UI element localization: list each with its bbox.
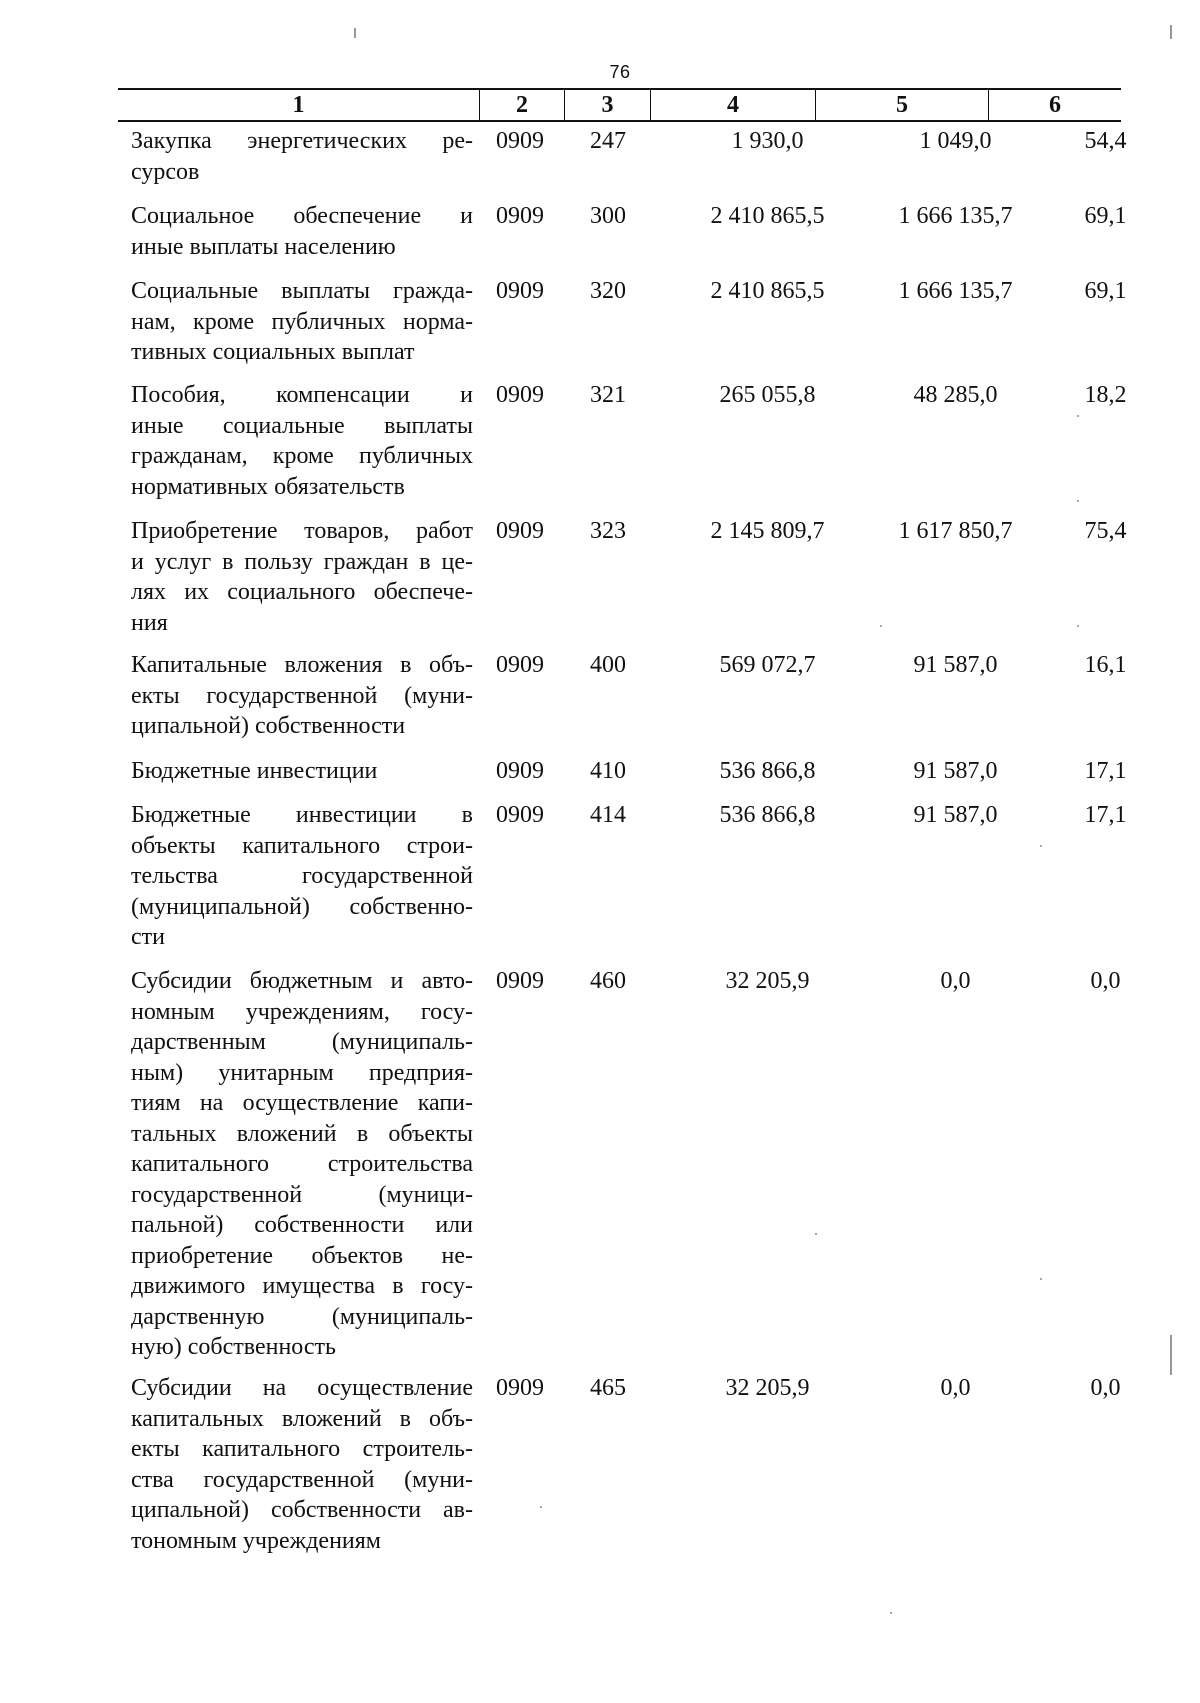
row-subcode: 465 <box>590 1375 626 1401</box>
row-percent: 75,4 <box>1084 518 1127 544</box>
description-line: движимого имущества в госу- <box>131 1273 473 1299</box>
row-description <box>131 650 473 742</box>
row-subcode: 414 <box>590 802 626 828</box>
row-code: 0909 <box>496 278 544 304</box>
scan-speck <box>540 1506 542 1508</box>
scan-speck <box>1077 500 1079 502</box>
row-subcode: 410 <box>590 758 626 784</box>
row-planned-amount: 2 410 865,5 <box>710 278 825 304</box>
header-col-6: 6 <box>988 90 1121 120</box>
description-line: государственной (муници- <box>131 1181 473 1208</box>
row-code: 0909 <box>496 518 544 544</box>
row-actual-amount: 1 617 850,7 <box>898 518 1013 544</box>
row-percent: 18,2 <box>1084 382 1127 408</box>
table-body <box>118 0 1127 1703</box>
description-line: Капитальные вложения в объ- <box>131 652 473 678</box>
description-line: сурсов <box>131 158 200 185</box>
row-description <box>131 276 473 368</box>
description-line: иные социальные выплаты <box>131 412 473 439</box>
scan-edge-mark <box>1170 1335 1172 1375</box>
description-line: Закупка энергетических ре- <box>131 128 473 154</box>
scan-edge-mark <box>354 28 356 38</box>
scan-edge-mark <box>1170 25 1172 39</box>
scan-speck <box>1077 415 1079 417</box>
description-line: тономным учреждениям <box>131 1527 381 1554</box>
description-line: приобретение объектов не- <box>131 1242 473 1269</box>
description-line: номным учреждениям, госу- <box>131 998 473 1025</box>
row-code: 0909 <box>496 758 544 784</box>
row-subcode: 323 <box>590 518 626 544</box>
row-percent: 69,1 <box>1084 278 1127 304</box>
description-line: Социальные выплаты гражда- <box>131 278 473 304</box>
description-line: Социальное обеспечение и <box>131 203 473 229</box>
row-description <box>131 966 473 1363</box>
row-subcode: 460 <box>590 968 626 994</box>
description-line: екты капитального строитель- <box>131 1436 473 1462</box>
description-line: Субсидии на осуществление <box>131 1375 473 1401</box>
row-description <box>131 380 473 502</box>
scan-speck <box>1040 845 1042 847</box>
row-code: 0909 <box>496 652 544 678</box>
row-code: 0909 <box>496 382 544 408</box>
row-code: 0909 <box>496 203 544 229</box>
scan-speck <box>1077 625 1079 627</box>
header-col-4: 4 <box>650 90 815 120</box>
row-description <box>131 126 473 187</box>
row-percent: 17,1 <box>1084 758 1127 784</box>
description-line: пальной) собственности или <box>131 1212 473 1238</box>
row-planned-amount: 32 205,9 <box>725 1375 810 1401</box>
row-subcode: 400 <box>590 652 626 678</box>
row-subcode: 300 <box>590 203 626 229</box>
scan-speck <box>815 1233 817 1235</box>
row-percent: 16,1 <box>1084 652 1127 678</box>
row-code: 0909 <box>496 802 544 828</box>
description-line: тальных вложений в объекты <box>131 1120 473 1147</box>
row-description <box>131 1373 473 1556</box>
row-code: 0909 <box>496 128 544 154</box>
row-planned-amount: 536 866,8 <box>719 802 816 828</box>
description-line: ную) собственность <box>131 1334 336 1360</box>
row-planned-amount: 569 072,7 <box>719 652 816 678</box>
description-line: Бюджетные инвестиции в <box>131 802 473 828</box>
row-planned-amount: 265 055,8 <box>719 382 816 408</box>
row-percent: 0,0 <box>1090 1375 1121 1401</box>
scan-speck <box>890 1612 892 1614</box>
row-actual-amount: 0,0 <box>940 1375 971 1401</box>
description-line: тивных социальных выплат <box>131 339 415 365</box>
description-line: капитальных вложений в объ- <box>131 1405 473 1432</box>
description-line: ния <box>131 609 168 636</box>
description-line: нам, кроме публичных норма- <box>131 308 473 335</box>
description-line: капитального строительства <box>131 1151 473 1177</box>
row-code: 0909 <box>496 968 544 994</box>
row-actual-amount: 91 587,0 <box>913 652 998 678</box>
row-planned-amount: 1 930,0 <box>731 128 804 154</box>
description-line: ципальной) собственности <box>131 713 406 739</box>
description-line: и услуг в пользу граждан в це- <box>131 548 473 575</box>
description-line: екты государственной (муни- <box>131 682 473 709</box>
row-description <box>131 800 473 953</box>
row-planned-amount: 536 866,8 <box>719 758 816 784</box>
row-actual-amount: 0,0 <box>940 968 971 994</box>
description-line: ципальной) собственности ав- <box>131 1497 473 1523</box>
header-col-5: 5 <box>815 90 988 120</box>
row-percent: 17,1 <box>1084 802 1127 828</box>
row-percent: 54,4 <box>1084 128 1127 154</box>
description-line: иные выплаты населению <box>131 233 396 260</box>
description-line: Пособия, компенсации и <box>131 382 473 408</box>
description-line: тельства государственной <box>131 863 473 889</box>
description-line: сти <box>131 924 165 950</box>
row-description <box>131 516 473 638</box>
description-line: Субсидии бюджетным и авто- <box>131 968 473 994</box>
description-line: (муниципальной) собственно- <box>131 893 473 920</box>
row-subcode: 320 <box>590 278 626 304</box>
row-description <box>131 201 473 262</box>
description-line: ным) унитарным предприя- <box>131 1059 473 1086</box>
description-line: гражданам, кроме публичных <box>131 443 473 469</box>
description-line: лях их социального обеспече- <box>131 579 473 605</box>
header-col-2: 2 <box>479 90 564 120</box>
row-percent: 0,0 <box>1090 968 1121 994</box>
row-actual-amount: 1 666 135,7 <box>898 278 1013 304</box>
description-line: Бюджетные инвестиции <box>131 758 378 784</box>
row-description <box>131 756 473 787</box>
description-line: дарственную (муниципаль- <box>131 1303 473 1330</box>
description-line: дарственным (муниципаль- <box>131 1029 473 1055</box>
description-line: Приобретение товаров, работ <box>131 518 473 544</box>
row-actual-amount: 91 587,0 <box>913 758 998 784</box>
page-number: 76 <box>609 62 631 82</box>
row-planned-amount: 2 145 809,7 <box>710 518 825 544</box>
description-line: тиям на осуществление капи- <box>131 1090 473 1116</box>
description-line: ства государственной (муни- <box>131 1466 473 1493</box>
row-code: 0909 <box>496 1375 544 1401</box>
row-percent: 69,1 <box>1084 203 1127 229</box>
header-col-3: 3 <box>564 90 650 120</box>
header-col-1: 1 <box>292 92 305 118</box>
row-subcode: 321 <box>590 382 626 408</box>
row-actual-amount: 1 666 135,7 <box>898 203 1013 229</box>
description-line: объекты капитального строи- <box>131 832 473 859</box>
row-actual-amount: 48 285,0 <box>913 382 998 408</box>
row-actual-amount: 1 049,0 <box>919 128 992 154</box>
row-planned-amount: 2 410 865,5 <box>710 203 825 229</box>
row-actual-amount: 91 587,0 <box>913 802 998 828</box>
row-planned-amount: 32 205,9 <box>725 968 810 994</box>
scan-speck <box>1040 1278 1042 1280</box>
description-line: нормативных обязательств <box>131 473 405 500</box>
scan-speck <box>880 625 882 627</box>
row-subcode: 247 <box>590 128 626 154</box>
